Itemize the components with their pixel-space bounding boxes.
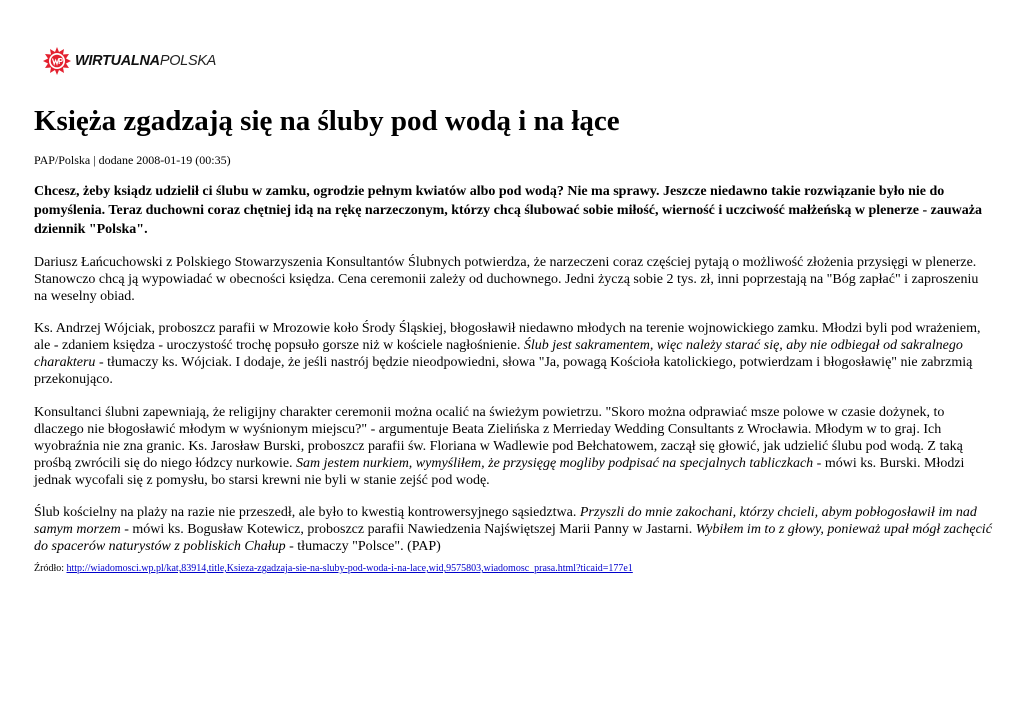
paragraph-4 [34,504,992,555]
paragraph-2-text-c: - tłumaczy ks. Wójciak. I dodaje, że jeśli nastrój będzie nieodpowiedni, słowa "Ja, powagą Kościoła katolickiego, potwierdzam i błogosławię" nie zabrzmią przekonująco. [34,355,973,387]
logo-wordmark [75,54,216,69]
paragraph-2 [34,320,992,388]
paragraph-3 [34,404,992,489]
paragraph-3-quote: Sam jestem nurkiem, wymyśliłem, że przysięgę mogliby podpisać na specjalnych tabliczkach [296,456,814,471]
source-label: Źródło: [34,563,67,574]
logo-light-text: POLSKA [159,52,217,69]
paragraph-4-text-e: - tłumaczy "Polsce". (PAP) [285,539,441,554]
article [34,102,992,575]
paragraph-4-quote-2: Wybiłem im to z głowy, ponieważ upał mógł zachęcić do spacerów naturystów z pobliskich Chałup [34,522,992,554]
logo-bold-text: WIRTUALNA [75,52,160,69]
paragraph-4-text-a: Ślub kościelny na plaży na razie nie przeszedł, ale było to kwestią kontrowersyjnego sąsiedztwa. [34,505,580,520]
paragraph-3-text-c: - mówi ks. Burski. Młodzi jednak wycofali się z pomysłu, bo starsi krewni nie byli w stanie zejść pod wodę. [34,456,965,488]
paragraph-2-quote: Ślub jest sakramentem, więc należy starać się, aby nie odbiegał od sakralnego charakteru [34,338,963,370]
paragraph-2-text-a: Ks. Andrzej Wójciak, proboszcz parafii w Mrozowie koło Środy Śląskiej, błogosławił niedawno młodych na terenie wojnowickiego zamku. Młodzi byli pod wrażeniem, ale - zdaniem księdza - uroczystość trochę popsuło gorsze niż w kościele nagłośnienie. [34,321,981,353]
paragraph-4-quote-1: Przyszli do mnie zakochani, którzy chcieli, abym pobłogosławił im nad samym morzem [34,505,977,537]
paragraph-4-text-c: - mówi ks. Bogusław Kotewicz, proboszcz parafii Nawiedzenia Najświętszej Marii Panny w Jastarni. [120,522,696,537]
paragraph-1: Dariusz Łańcuchowski z Polskiego Stowarzyszenia Konsultantów Ślubnych potwierdza, że narzeczeni coraz częściej pytają o możliwość złożenia przysięgi w plenerze. Stanowczo chcą ją wypowiadać w obecności księdza. Cena ceremonii zależy od duchownego. Jedni życzą sobie 2 tys. zł, inni poprzestają na "Bóg zapłać" i zaproszeniu na weselny obiad. [34,255,979,304]
wp-logo[interactable] [42,45,216,77]
article-lead: Chcesz, żeby ksiądz udzielił ci ślubu w zamku, ogrodzie pełnym kwiatów albo pod wodą? Nie ma sprawy. Jeszcze niedawno takie rozwiązanie było nie do pomyślenia. Teraz duchowni coraz chętniej idą na rękę narzeczonym, którzy chcą ślubować sobie miłość, wierność i uczciwość małżeńską w plenerze - zauważa dziennik "Polska". [34,184,982,237]
wp-logo-icon [42,46,72,76]
paragraph-3-text-a: Konsultanci ślubni zapewniają, że religijny charakter ceremonii można ocalić na świeżym powietrzu. "Skoro można odprawiać msze polowe w czasie dożynek, to dlaczego nie błogosławić młodym w wyśnionym miejscu?" - argumentuje Beata Zielińska z Merrieday Wedding Consultants z Wrocławia. Młodym w to graj. Ich wyobraźnia nie zna granic. Ks. Jarosław Burski, proboszcz parafii św. Floriana w Wadlewie pod Bełchatowem, zaczął się głowić, jak udzielić ślubu pod wodą. Z taką prośbą zwrócili się do niego łódzcy nurkowie. [34,405,963,471]
article-meta: PAP/Polska | dodane 2008-01-19 (00:35) [34,153,231,167]
source-line [34,562,992,575]
article-title: Księża zgadzają się na śluby pod wodą i na łące [34,105,620,137]
source-link[interactable]: http://wiadomosci.wp.pl/kat,83914,title,Ksieza-zgadzaja-sie-na-sluby-pod-woda-i-na-lace,wid,9575803,wiadomosc_prasa.html?ticaid=177e1 [66,563,633,574]
